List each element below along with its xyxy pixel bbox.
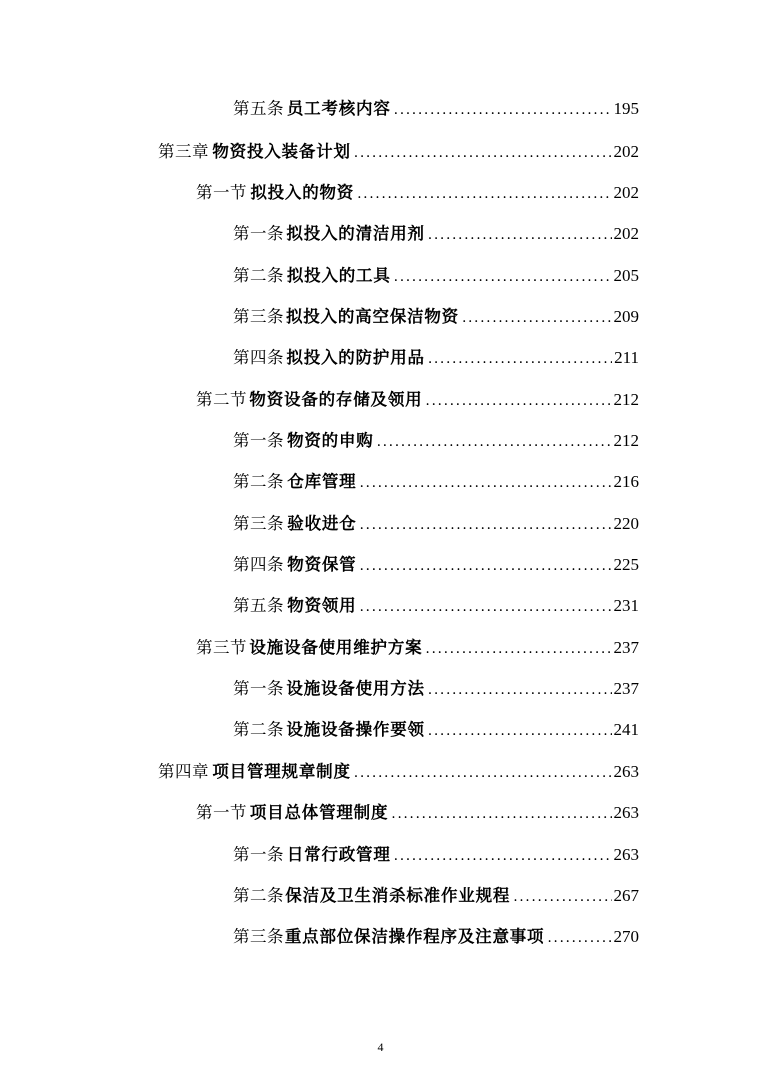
toc-entry-title: 拟投入的高空保洁物资 [285,307,459,326]
toc-entry-page: 263 [613,845,639,864]
toc-entry-prefix: 第三章 [158,142,209,161]
toc-entry-page: 263 [613,803,639,822]
toc-entry-title: 设施设备使用方法 [286,679,425,698]
toc-entry-prefix: 第二条 [233,266,284,285]
toc-dot-leader [428,223,612,247]
toc-entry-title: 拟投入的物资 [250,183,355,202]
toc-entry[interactable] [196,801,639,825]
toc-entry-title: 项目总体管理制度 [249,803,389,822]
toc-dot-leader [428,678,612,702]
toc-entry[interactable] [233,553,639,577]
toc-entry-title: 设施设备使用维护方案 [249,638,423,657]
toc-dot-leader [462,306,612,330]
toc-entry-prefix: 第三条 [233,514,284,533]
toc-entry-page: 270 [613,927,639,946]
toc-entry-title: 物资投入装备计划 [212,142,351,161]
toc-dot-leader [377,430,612,454]
toc-entry-prefix: 第三节 [196,638,247,657]
toc-entry-prefix: 第五条 [233,596,284,615]
toc-entry-title: 保洁及卫生消杀标准作业规程 [285,886,511,905]
toc-entry[interactable] [196,181,639,205]
toc-entry-page: 263 [613,762,639,781]
toc-entry-page: 202 [613,142,639,161]
toc-entry-title: 项目管理规章制度 [212,762,351,781]
toc-dot-leader [359,471,611,495]
toc-entry-prefix: 第二条 [233,720,284,739]
toc-dot-leader [513,885,611,909]
toc-entry-page: 212 [613,431,639,450]
toc-entry-title: 仓库管理 [287,472,357,491]
toc-entry-title: 设施设备操作要领 [286,720,425,739]
toc-entry-title: 物资保管 [287,555,357,574]
toc-entry-title: 物资设备的存储及领用 [249,390,423,409]
toc-entry-title: 拟投入的工具 [286,266,391,285]
toc-entry-prefix: 第二节 [196,390,247,409]
toc-entry[interactable] [196,636,639,660]
toc-entry-page: 237 [613,679,639,698]
toc-entry-prefix: 第五条 [233,99,284,118]
toc-entry[interactable] [233,718,639,742]
toc-entry-prefix: 第一节 [196,183,247,202]
toc-entry[interactable] [233,512,639,536]
toc-entry-title: 员工考核内容 [286,99,391,118]
toc-dot-leader [394,98,612,122]
toc-entry-prefix: 第四条 [233,555,284,574]
toc-entry[interactable] [233,305,639,329]
toc-entry[interactable] [233,264,639,288]
toc-dot-leader [425,389,611,413]
toc-dot-leader [391,802,611,826]
toc-dot-leader [547,926,611,950]
toc-dot-leader [425,637,611,661]
toc-dot-leader [428,719,612,743]
toc-entry[interactable] [233,884,639,908]
toc-entry[interactable] [158,140,639,164]
toc-entry[interactable] [233,97,639,121]
toc-entry-page: 220 [613,514,639,533]
toc-dot-leader [359,554,611,578]
toc-entry-page: 267 [613,886,639,905]
toc-entry-page: 212 [613,390,639,409]
toc-entry[interactable] [233,429,639,453]
toc-entry[interactable] [196,388,639,412]
toc-entry[interactable] [233,594,639,618]
toc-entry-prefix: 第一条 [233,431,284,450]
toc-dot-leader [359,595,611,619]
toc-entry-page: 209 [613,307,639,326]
toc-entry-prefix: 第三条 [233,307,284,326]
toc-entry-page: 202 [613,224,639,243]
toc-entry-page: 216 [613,472,639,491]
toc-entry-prefix: 第一节 [196,803,247,822]
toc-entry[interactable] [233,677,639,701]
toc-entry[interactable] [158,760,639,784]
toc-entry-title: 日常行政管理 [286,845,391,864]
toc-entry-prefix: 第三条 [233,927,284,946]
toc-entry[interactable] [233,346,639,370]
toc-dot-leader [394,844,612,868]
toc-entry-title: 验收进仓 [287,514,357,533]
toc-entry-page: 237 [613,638,639,657]
toc-dot-leader [357,182,611,206]
toc-dot-leader [428,347,612,371]
toc-dot-leader [354,141,612,165]
toc-entry-page: 195 [613,99,639,118]
toc-entry-page: 225 [613,555,639,574]
toc-entry-prefix: 第四章 [158,762,209,781]
toc-entry[interactable] [233,222,639,246]
toc-entry-title: 拟投入的清洁用剂 [286,224,425,243]
toc-entry-title: 物资的申购 [287,431,374,450]
toc-entry-title: 重点部位保洁操作程序及注意事项 [284,927,545,946]
toc-entry-prefix: 第一条 [233,845,284,864]
toc-entry-page: 205 [613,266,639,285]
toc-entry-prefix: 第一条 [233,679,284,698]
page-number: 4 [377,1040,384,1054]
toc-dot-leader [359,513,611,537]
toc-entry[interactable] [233,925,639,949]
toc-entry-page: 211 [614,348,639,367]
toc-entry-page: 241 [613,720,639,739]
toc-entry-title: 拟投入的防护用品 [286,348,425,367]
toc-entry[interactable] [233,470,639,494]
toc-entry-prefix: 第二条 [233,472,284,491]
toc-entry-title: 物资领用 [287,596,357,615]
toc-dot-leader [394,265,612,289]
toc-entry-prefix: 第一条 [233,224,284,243]
toc-entry-page: 202 [613,183,639,202]
toc-dot-leader [354,761,612,785]
toc-entry-page: 231 [613,596,639,615]
toc-entry-prefix: 第四条 [233,348,284,367]
toc-entry-prefix: 第二条 [233,886,284,905]
toc-entry[interactable] [233,843,639,867]
